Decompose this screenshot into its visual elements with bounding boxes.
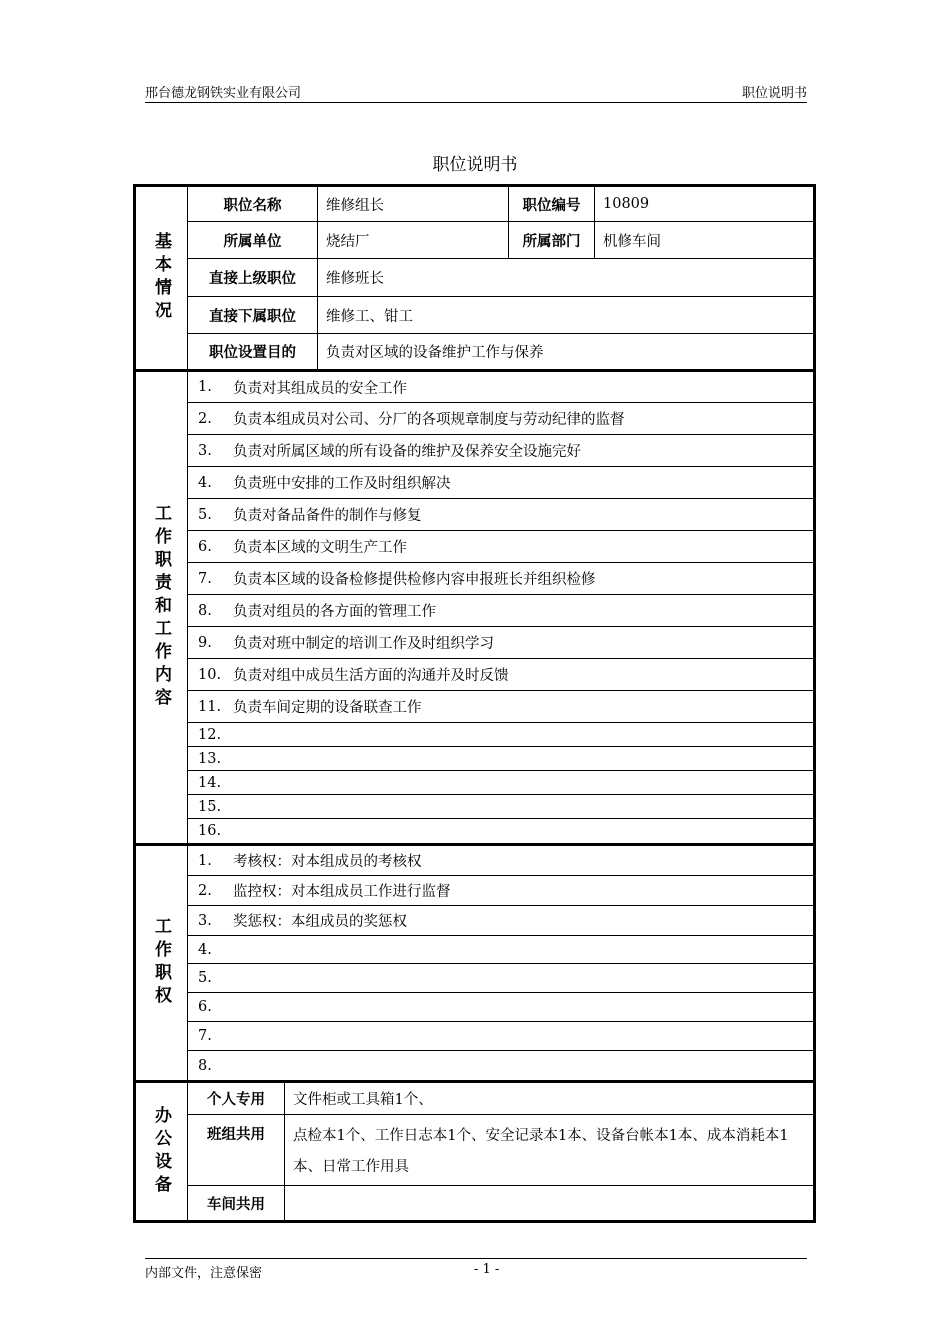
team-value: 点检本1个、工作日志本1个、安全记录本1本、设备台帐本1本、成本消耗本1本、日常工作用具: [284, 1115, 813, 1185]
row-superior: [188, 259, 813, 297]
item-number: 13.: [198, 750, 222, 767]
position-name-label: 职位名称: [223, 197, 282, 214]
position-code-label: 职位编号: [508, 187, 594, 221]
personal-label: 个人专用: [207, 1092, 265, 1108]
footer-divider: [145, 1258, 807, 1259]
list-item: [188, 627, 813, 659]
item-number: 7.: [198, 570, 212, 587]
unit-value: 烧结厂: [317, 222, 508, 258]
page-number: - 1 -: [474, 1262, 500, 1277]
list-item: [188, 595, 813, 627]
item-number: 9.: [198, 634, 212, 651]
item-text: 负责本区域的文明生产工作: [233, 540, 407, 556]
list-item: [188, 795, 813, 819]
item-number: 6.: [198, 999, 212, 1015]
subordinate-label: 直接下属职位: [209, 308, 296, 325]
item-number: 11.: [198, 698, 222, 715]
list-item: [188, 563, 813, 595]
section-label-equipment: 办公设备: [136, 1083, 188, 1220]
item-text: 负责车间定期的设备联查工作: [233, 700, 422, 716]
item-number: 15.: [198, 798, 222, 815]
row-unit: [188, 222, 813, 259]
superior-label: 直接上级职位: [209, 271, 296, 287]
list-item: [188, 1022, 813, 1051]
item-number: 8.: [198, 602, 212, 619]
purpose-value: 负责对区域的设备维护工作与保养: [317, 334, 813, 369]
item-text: 负责对组员的各方面的管理工作: [233, 604, 436, 620]
item-text: 监控权：对本组成员工作进行监督: [233, 884, 451, 900]
section-label-authority: 工作职权: [136, 846, 188, 1080]
item-text: 奖惩权：本组成员的奖惩权: [233, 914, 407, 930]
item-text: 负责对备品备件的制作与修复: [233, 508, 422, 524]
item-number: 2.: [198, 882, 212, 899]
item-number: 4.: [198, 941, 212, 958]
personal-value: 文件柜或工具箱1个、: [284, 1083, 813, 1114]
item-number: 12.: [198, 726, 222, 743]
item-text: 考核权：对本组成员的考核权: [233, 854, 422, 870]
workshop-label: 车间共用: [207, 1196, 265, 1213]
subordinate-value: 维修工、钳工: [317, 297, 813, 333]
item-number: 10.: [198, 666, 222, 683]
item-number: 7.: [198, 1028, 212, 1044]
list-item: [188, 993, 813, 1022]
row-purpose: [188, 334, 813, 369]
section-label-basic: 基本情况: [136, 187, 188, 369]
item-text: 负责对所属区域的所有设备的维护及保养安全设施完好: [233, 444, 581, 460]
list-item: [188, 936, 813, 964]
item-number: 1.: [198, 379, 212, 395]
team-label: 班组共用: [207, 1127, 265, 1143]
list-item: [188, 964, 813, 993]
page-header: [145, 82, 807, 103]
list-item: [188, 747, 813, 771]
dept-label: 所属部门: [508, 222, 594, 258]
unit-label: 所属单位: [223, 233, 282, 250]
row-personal: [188, 1083, 813, 1115]
list-item: [188, 1051, 813, 1080]
item-number: 16.: [198, 823, 222, 839]
row-workshop: [188, 1186, 813, 1220]
list-item: [188, 876, 813, 906]
item-number: 6.: [198, 538, 212, 555]
list-item: [188, 723, 813, 747]
position-code-value: 10809: [594, 187, 813, 221]
workshop-value: [284, 1186, 813, 1220]
list-item: [188, 435, 813, 467]
purpose-label: 职位设置目的: [209, 345, 296, 361]
list-item: [188, 531, 813, 563]
item-number: 3.: [198, 442, 212, 459]
document-title: 职位说明书: [432, 155, 518, 175]
section-authority: [136, 846, 813, 1083]
item-text: 负责对其组成员的安全工作: [233, 380, 407, 397]
list-item: [188, 403, 813, 435]
list-item: [188, 499, 813, 531]
item-text: 负责班中安排的工作及时组织解决: [233, 476, 451, 492]
dept-value: 机修车间: [594, 222, 813, 258]
item-text: 负责对组中成员生活方面的沟通并及时反馈: [233, 668, 509, 684]
list-item: [188, 372, 813, 403]
position-name-value: 维修组长: [317, 187, 508, 221]
item-number: 4.: [198, 474, 212, 491]
section-duties: [136, 372, 813, 846]
company-name: 邢台德龙钢铁实业有限公司: [145, 86, 302, 101]
section-equipment: [136, 1083, 813, 1220]
list-item: [188, 846, 813, 876]
list-item: [188, 691, 813, 723]
superior-value: 维修班长: [317, 259, 813, 296]
footer-confidential: 内部文件，注意保密: [145, 1266, 263, 1281]
job-description-table: [133, 184, 816, 1223]
item-number: 2.: [198, 410, 212, 427]
list-item: [188, 906, 813, 936]
row-subordinate: [188, 297, 813, 334]
item-number: 3.: [198, 912, 212, 929]
item-number: 1.: [198, 852, 212, 869]
item-number: 14.: [198, 774, 222, 791]
header-doc-type: 职位说明书: [741, 86, 807, 101]
item-text: 负责对班中制定的培训工作及时组织学习: [233, 636, 494, 652]
item-number: 5.: [198, 506, 212, 523]
list-item: [188, 771, 813, 795]
item-number: 8.: [198, 1057, 212, 1074]
list-item: [188, 659, 813, 691]
section-label-duties: 工作职责和工作内容: [136, 372, 188, 843]
section-basic: [136, 187, 813, 372]
list-item: [188, 467, 813, 499]
item-text: 负责本组成员对公司、分厂的各项规章制度与劳动纪律的监督: [233, 412, 625, 428]
item-number: 5.: [198, 970, 212, 986]
item-text: 负责本区域的设备检修提供检修内容申报班长并组织检修: [233, 572, 596, 588]
row-position-name: [188, 187, 813, 222]
list-item: [188, 819, 813, 843]
row-team: [188, 1115, 813, 1186]
